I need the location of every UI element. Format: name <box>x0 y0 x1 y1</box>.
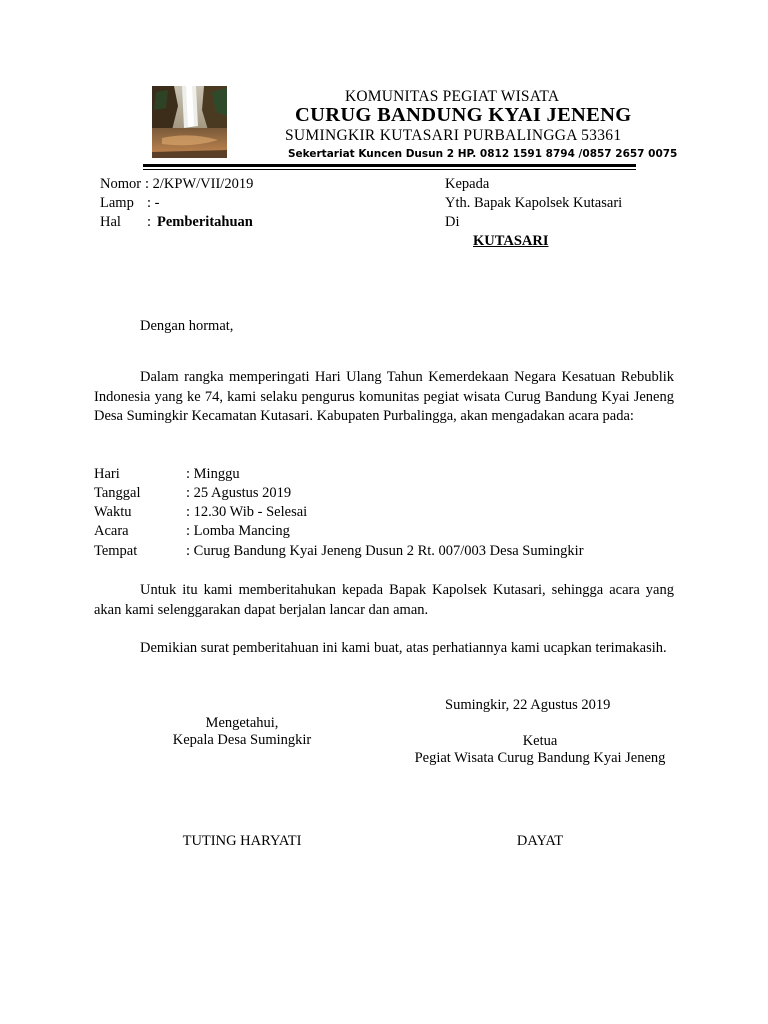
detail-value-hari: : Minggu <box>186 466 240 482</box>
left-signatory-name: TUTING HARYATI <box>182 833 302 849</box>
nomor-label: Nomor <box>100 176 142 192</box>
recipient-kepada: Kepada <box>445 176 490 192</box>
detail-value-acara: : Lomba Mancing <box>186 523 290 539</box>
hal-label: Hal <box>100 214 121 230</box>
detail-value-waktu: : 12.30 Wib - Selesai <box>186 504 308 520</box>
paragraph-purpose-text: Untuk itu kami memberitahukan kepada Bapak Kapolsek Kutasari, sehingga acara yang akan kami selenggarakan dapat berjalan lancar dan aman. <box>94 582 674 618</box>
hal-value: Pemberitahuan <box>157 214 253 230</box>
nomor-value: : 2/KPW/VII/2019 <box>145 176 254 192</box>
paragraph-intro-text: Dalam rangka memperingati Hari Ulang Tahun Kemerdekaan Negara Kesatuan Rebublik Indonesia yang ke 74, kami selaku pengurus komunitas pegiat wisata Curug Bandung Kyai Jeneng Desa Sumingkir Kecamatan Kutasari. Kabupaten Purbalingga, akan mengadakan acara pada: <box>94 369 674 424</box>
left-signatory-line2: Kepala Desa Sumingkir <box>172 732 312 748</box>
left-signatory-title <box>92 715 392 749</box>
detail-label-acara: Acara <box>94 523 129 539</box>
waterfall-photo-icon <box>152 86 227 158</box>
detail-label-waktu: Waktu <box>94 504 132 520</box>
detail-label-tempat: Tempat <box>94 543 138 559</box>
right-signatory-line2: Pegiat Wisata Curug Bandung Kyai Jeneng <box>414 750 666 766</box>
detail-value-tanggal: : 25 Agustus 2019 <box>186 485 292 501</box>
hal-colon: : <box>147 214 152 230</box>
org-type: KOMUNITAS PEGIAT WISATA <box>345 88 560 105</box>
paragraph-closing-text: Demikian surat pemberitahuan ini kami buat, atas perhatiannya kami ucapkan terimakasih. <box>140 640 667 656</box>
right-signatory-name: DAYAT <box>516 833 564 849</box>
org-name: CURUG BANDUNG KYAI JENENG <box>295 104 632 126</box>
right-signatory-line1: Ketua <box>522 733 558 749</box>
lamp-value: : - <box>147 195 160 211</box>
recipient-place: KUTASARI <box>473 233 549 249</box>
salutation: Dengan hormat, <box>140 318 234 334</box>
waterfall-logo <box>152 86 227 158</box>
detail-label-tanggal: Tanggal <box>94 485 141 501</box>
header-rule-thick <box>143 164 636 167</box>
left-signatory-line1: Mengetahui, <box>205 715 279 731</box>
detail-label-hari: Hari <box>94 466 120 482</box>
recipient-yth: Yth. Bapak Kapolsek Kutasari <box>445 195 623 211</box>
date-place: Sumingkir, 22 Agustus 2019 <box>445 697 611 713</box>
paragraph-purpose <box>94 581 674 620</box>
detail-value-tempat: : Curug Bandung Kyai Jeneng Dusun 2 Rt. 007/003 Desa Sumingkir <box>186 543 584 559</box>
secretariat-contact: Sekertariat Kuncen Dusun 2 HP. 0812 1591 8794 /0857 2657 0075 <box>288 148 678 160</box>
lamp-label: Lamp <box>100 195 134 211</box>
org-address: SUMINGKIR KUTASARI PURBALINGGA 53361 <box>285 127 622 144</box>
right-signatory-title <box>390 733 690 767</box>
recipient-di: Di <box>445 214 460 230</box>
header-rule-thin <box>143 169 636 170</box>
paragraph-closing <box>94 639 674 659</box>
paragraph-intro <box>94 368 674 427</box>
